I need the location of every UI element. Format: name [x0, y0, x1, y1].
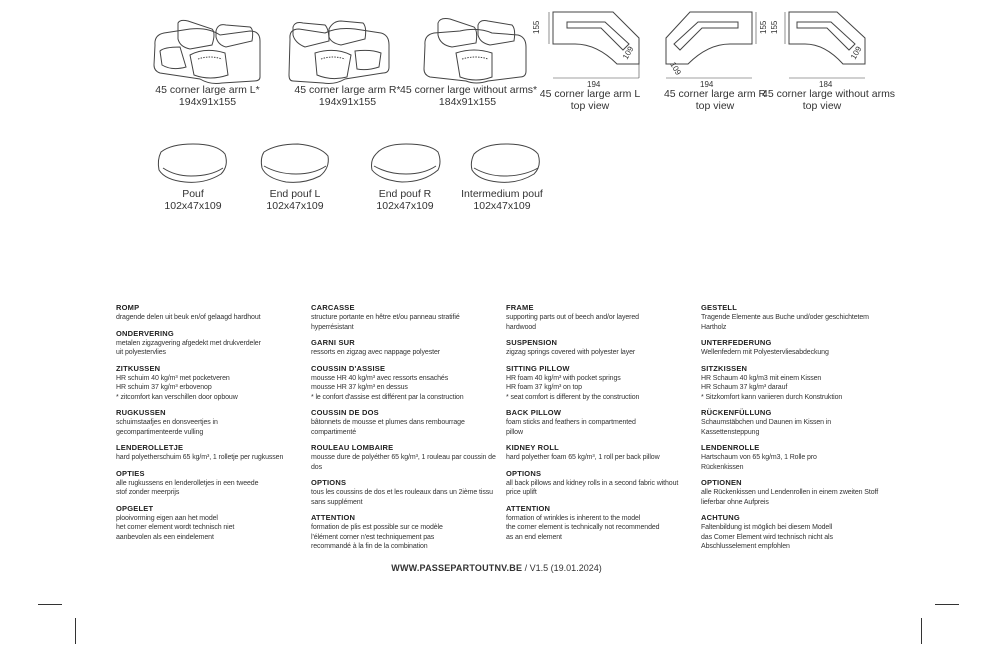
top-view-height-label: 155 — [532, 20, 541, 34]
spec-section — [701, 364, 891, 403]
footer-version: / V1.5 (19.01.2024) — [522, 563, 602, 573]
spec-section — [116, 364, 306, 403]
pouf-dims: 102x47x109 — [164, 200, 222, 212]
intermedium-pouf-drawing — [468, 142, 543, 186]
spec-text: foam sticks and feathers in compartmented pillow — [506, 419, 636, 436]
product-caption-arm-l — [140, 84, 275, 108]
spec-section — [116, 408, 306, 437]
spec-text: Hartschaum von 65 kg/m3, 1 Rolle pro Rückenkissen — [701, 454, 817, 471]
crop-mark-left-v — [75, 618, 76, 644]
spec-heading: OPGELET — [116, 503, 154, 513]
spec-section — [116, 443, 306, 463]
spec-section — [311, 478, 501, 507]
top-view-width-label: 194 — [700, 80, 714, 89]
spec-section — [311, 338, 501, 358]
sofa-corner-arm-r-drawing — [285, 15, 395, 85]
spec-section — [311, 303, 501, 332]
spec-text: tous les coussins de dos et les rouleaux dans un 2ième tissu sans supplément — [311, 489, 493, 506]
spec-text: Tragende Elemente aus Buche und/oder geschichtetem Hartholz — [701, 314, 869, 331]
spec-text: hard polyetherschuim 65 kg/m³, 1 rolletje per rugkussen — [116, 454, 284, 461]
spec-heading: ACHTUNG — [701, 513, 740, 522]
spec-text: alle Rückenkissen und Lendenrollen in einem zweiten Stoff lieferbar ohne Aufpreis — [701, 489, 879, 506]
spec-text: HR foam 40 kg/m³ with pocket springs HR foam 37 kg/m³ on top * seat comfort is different by the construction — [506, 374, 640, 401]
product-caption-no-arms — [400, 84, 538, 108]
product-dims: 194x91x155 — [178, 96, 237, 108]
top-view-caption-no-arms — [762, 88, 896, 112]
spec-text: zigzag springs covered with polyester layer — [506, 349, 636, 356]
spec-heading: SITZKISSEN — [701, 363, 748, 373]
pouf-name: End pouf L — [269, 188, 321, 200]
spec-text: Schaumstäbchen und Daunen im Kissen in Kassettensteppung — [701, 419, 832, 436]
spec-text: HR Schaum 40 kg/m3 mit einem Kissen HR Schaum 37 kg/m³ darauf * Sitzkomfort kann variieren durch Konstruktion — [701, 374, 843, 401]
spec-section — [701, 338, 891, 358]
product-dims: 194x91x155 — [318, 96, 377, 108]
spec-heading: ZITKUSSEN — [116, 363, 161, 373]
spec-section — [701, 478, 891, 507]
intermedium-pouf-caption — [452, 188, 552, 212]
spec-heading: LENDENROLLE — [701, 443, 760, 452]
spec-text: plooivorming eigen aan het model het corner element wordt technisch niet aanbevolen als een eindelement — [116, 514, 235, 541]
spec-heading: ONDERVERING — [116, 328, 174, 338]
spec-heading: GARNI SUR — [311, 338, 355, 347]
spec-text: structure portante en hêtre et/ou panneau stratifié hyperrésistant — [311, 314, 460, 331]
spec-column-de — [701, 303, 891, 558]
spec-section — [311, 513, 501, 552]
top-view-arm-r-drawing — [660, 8, 770, 88]
spec-heading: SITTING PILLOW — [506, 363, 570, 373]
spec-heading: GESTELL — [701, 303, 737, 312]
spec-section — [311, 364, 501, 403]
end-pouf-r-drawing — [368, 142, 443, 186]
spec-heading: CARCASSE — [311, 303, 355, 312]
end-pouf-l-drawing — [258, 142, 333, 186]
spec-section — [116, 504, 306, 543]
pouf-dims: 102x47x109 — [376, 200, 434, 212]
pouf-dims: 102x47x109 — [266, 200, 324, 212]
spec-text: Wellenfedern mit Polyestervliesabdeckung — [701, 349, 829, 356]
spec-section — [701, 513, 891, 552]
spec-column-en — [506, 303, 696, 548]
spec-heading: ROMP — [116, 303, 140, 312]
top-view-caption-arm-l — [530, 88, 650, 112]
spec-section — [506, 504, 696, 543]
top-view-sub: top view — [802, 100, 842, 112]
spec-section — [311, 408, 501, 437]
top-view-height-label: 155 — [770, 20, 779, 34]
top-view-name: 45 corner large arm R — [663, 88, 767, 100]
top-view-width-label: 184 — [819, 80, 833, 89]
pouf-drawing — [155, 142, 230, 186]
top-view-sub: top view — [695, 100, 735, 112]
sofa-corner-no-arms-drawing — [420, 15, 530, 85]
pouf-dims: 102x47x109 — [473, 200, 531, 212]
top-view-name: 45 corner large without arms — [762, 88, 896, 100]
top-view-height-label: 155 — [759, 20, 768, 34]
footer — [0, 563, 993, 573]
spec-section — [701, 303, 891, 332]
spec-text: all back pillows and kidney rolls in a second fabric without price uplift — [506, 479, 679, 496]
spec-section — [116, 329, 306, 358]
pouf-name: Pouf — [182, 188, 204, 200]
spec-section — [116, 469, 306, 498]
spec-section — [506, 364, 696, 403]
top-view-caption-arm-r — [655, 88, 775, 112]
spec-section — [506, 469, 696, 498]
top-view-arm-l-drawing — [532, 8, 645, 89]
spec-column-fr — [311, 303, 501, 558]
spec-text: supporting parts out of beech and/or layered hardwood — [506, 314, 639, 331]
spec-text: formation de plis est possible sur ce modèle l'élément corner n'est techniquement pas recommandé à la fin de la combination — [311, 524, 443, 550]
top-view-depth-label: 109 — [668, 60, 683, 77]
product-name: 45 corner large arm L* — [155, 84, 260, 96]
spec-section — [116, 303, 306, 323]
spec-heading: OPTIONS — [311, 478, 347, 487]
top-view-sub: top view — [570, 100, 610, 112]
spec-column-nl — [116, 303, 306, 548]
spec-text: metalen zigzagvering afgedekt met drukverdeler uit polyestervlies — [116, 339, 261, 356]
spec-text: formation of wrinkles is inherent to the model the corner element is technically not recommended as an end element — [506, 514, 660, 541]
pouf-name: End pouf R — [378, 188, 432, 200]
crop-mark-right-v — [921, 618, 922, 644]
top-view-no-arms-drawing — [770, 8, 875, 89]
spec-section — [506, 338, 696, 358]
spec-section — [311, 443, 501, 472]
crop-mark-right-h — [935, 604, 959, 605]
spec-heading: UNTERFEDERUNG — [701, 338, 772, 347]
spec-section — [701, 443, 891, 472]
spec-heading: SUSPENSION — [506, 338, 558, 347]
spec-section — [506, 303, 696, 332]
spec-heading: LENDEROLLETJE — [116, 443, 184, 452]
spec-text: bâtonnets de mousse et plumes dans rembourrage compartimenté — [311, 419, 465, 436]
product-dims: 184x91x155 — [438, 96, 497, 108]
spec-heading: COUSSIN D'ASSISE — [311, 363, 386, 373]
spec-text: mousse dure de polyéther 65 kg/m³, 1 rouleau par coussin de dos — [311, 454, 496, 471]
footer-site: WWW.PASSEPARTOUTNV.BE — [391, 563, 523, 573]
spec-section — [506, 443, 696, 463]
spec-text: hard polyether foam 65 kg/m³, 1 roll per back pillow — [506, 454, 660, 461]
spec-heading: OPTIES — [116, 468, 145, 478]
product-caption-arm-r — [280, 84, 415, 108]
spec-text: schuimstaafjes en donsveertjes in gecompartimenteerde vulling — [116, 419, 218, 436]
spec-heading: ATTENTION — [506, 503, 551, 513]
spec-heading: OPTIONEN — [701, 478, 742, 487]
spec-heading: RÜCKENFÜLLUNG — [701, 408, 772, 417]
spec-text: mousse HR 40 kg/m³ avec ressorts ensachés mousse HR 37 kg/m³ en dessus * le confort d'assise est différent par la construction — [311, 374, 464, 401]
end-pouf-r-caption — [355, 188, 455, 212]
product-name: 45 corner large without arms* — [400, 84, 538, 96]
spec-heading: BACK PILLOW — [506, 408, 562, 417]
spec-heading: ATTENTION — [311, 513, 356, 522]
spec-text: alle rugkussens en lenderolletjes in een tweede stof zonder meerprijs — [116, 479, 259, 496]
pouf-caption — [143, 188, 243, 212]
spec-text: Faltenbildung ist möglich bei diesem Modell das Corner Element wird technisch nicht als Abschlusselement empfohlen — [701, 524, 833, 550]
spec-text: ressorts en zigzag avec nappage polyester — [311, 349, 440, 356]
top-view-name: 45 corner large arm L — [539, 88, 641, 100]
spec-section — [506, 408, 696, 437]
top-view-depth-label: 109 — [620, 44, 636, 61]
spec-section — [701, 408, 891, 437]
end-pouf-l-caption — [245, 188, 345, 212]
sofa-corner-arm-l-drawing — [150, 15, 265, 85]
spec-text: dragende delen uit beuk en/of gelaagd hardhout — [116, 314, 261, 321]
spec-heading: FRAME — [506, 303, 534, 312]
spec-heading: KIDNEY ROLL — [506, 443, 559, 452]
spec-heading: COUSSIN DE DOS — [311, 408, 379, 417]
pouf-name: Intermedium pouf — [461, 188, 543, 200]
spec-heading: OPTIONS — [506, 468, 542, 478]
top-view-width-label: 194 — [587, 80, 601, 89]
spec-text: HR schuim 40 kg/m³ met pocketveren HR schuim 37 kg/m³ erbovenop * zitcomfort kan verschillen door opbouw — [116, 374, 238, 401]
top-view-depth-label: 109 — [848, 44, 864, 61]
crop-mark-left-h — [38, 604, 62, 605]
product-name: 45 corner large arm R* — [294, 84, 401, 96]
spec-heading: RUGKUSSEN — [116, 408, 166, 417]
spec-heading: ROULEAU LOMBAIRE — [311, 443, 394, 452]
